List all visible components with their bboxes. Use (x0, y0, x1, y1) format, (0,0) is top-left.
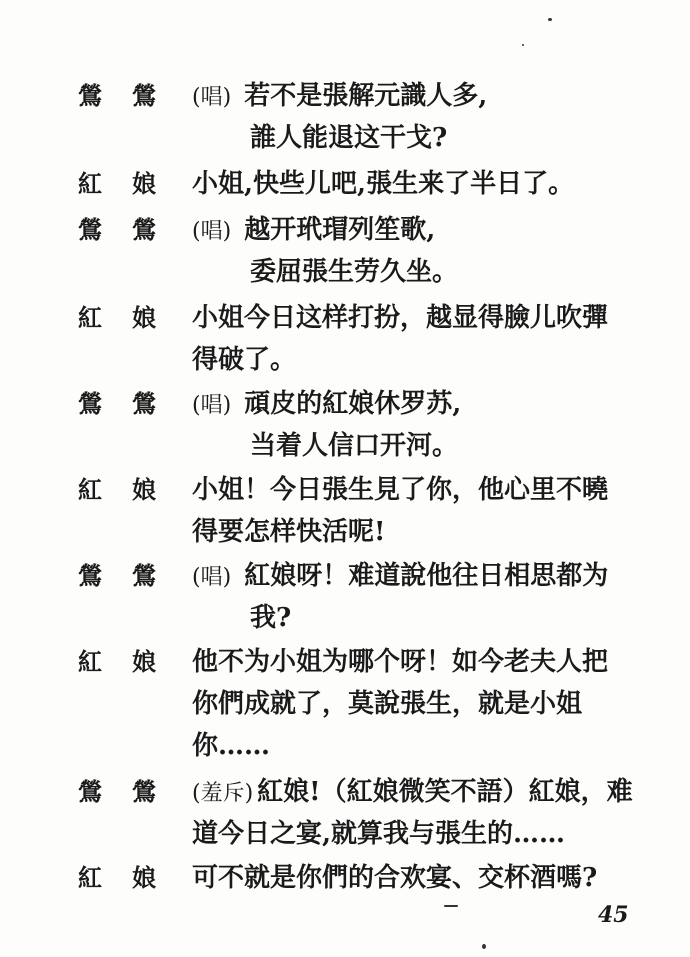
speaker-name: 紅娘 (78, 647, 186, 676)
stage-direction: (唱) (192, 85, 232, 110)
speaker-name: 紅娘 (78, 303, 186, 332)
dialogue-line: 他不为小姐为哪个呀！如今老夫人把 (192, 647, 609, 677)
speaker-name: 鶯鶯 (78, 777, 186, 806)
dialogue-line: 小姐！今日張生見了你，他心里不曉 (192, 475, 609, 505)
dialogue-line: 小姐,快些儿吧,張生来了半日了。 (192, 169, 575, 199)
speaker-name: 紅娘 (78, 169, 186, 198)
dialogue-line: 得要怎样快活呢! (192, 517, 386, 547)
dialogue-line: 当着人信口开河。 (250, 431, 459, 461)
dialogue-line: 我? (250, 603, 292, 633)
dialogue-line: 小姐今日这样打扮，越显得臉儿吹彈 (192, 303, 609, 333)
stage-direction: (羞斥) (192, 781, 254, 806)
dialogue-line: (唱) 頑皮的紅娘休罗苏, (192, 389, 462, 419)
dialogue-line: 你們成就了，莫說張生，就是小姐 (192, 689, 583, 719)
dialogue-line: (唱) 紅娘呀！难道說他往日相思都为 (192, 561, 609, 591)
dialogue-line: 得破了。 (192, 345, 297, 375)
dialogue-line: 誰人能退这干戈? (250, 123, 448, 153)
speaker-name: 紅娘 (78, 475, 186, 504)
stage-direction: (唱) (192, 565, 232, 590)
dialogue-line: (羞斥) 紅娘!（紅娘微笑不語）紅娘，难 (192, 777, 633, 807)
speaker-name: 鶯鶯 (78, 561, 186, 590)
stage-direction: (唱) (192, 219, 232, 244)
stage-direction: (唱) (192, 393, 232, 418)
print-speck (522, 44, 524, 46)
dialogue-line: 道今日之宴,就算我与張生的…… (192, 819, 566, 849)
speaker-name: 鶯鶯 (78, 215, 186, 244)
speaker-name: 鶯鶯 (78, 389, 186, 418)
dialogue-line: (唱) 若不是張解元識人多, (192, 81, 488, 111)
print-speck (482, 944, 486, 949)
speaker-name: 鶯鶯 (78, 81, 186, 110)
print-speck (444, 905, 458, 907)
print-speck (548, 18, 552, 21)
dialogue-line: 可不就是你們的合欢宴、交杯酒嗎? (192, 863, 598, 893)
dialogue-line: (唱) 越开玳瑁列笙歌, (192, 215, 436, 245)
page-number: 45 (598, 902, 629, 928)
dialogue-line: 你…… (192, 731, 271, 761)
speaker-name: 紅娘 (78, 863, 186, 892)
dialogue-line: 委屈張生劳久坐。 (250, 257, 459, 287)
